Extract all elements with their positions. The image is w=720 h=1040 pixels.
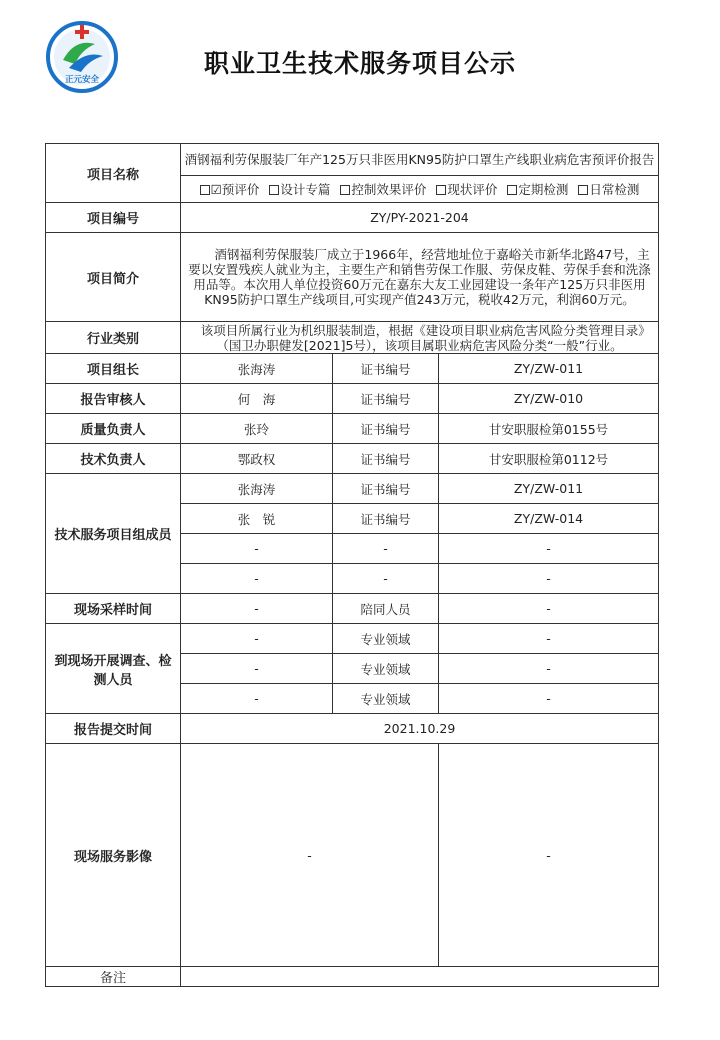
checkbox[interactable] bbox=[507, 185, 517, 195]
reviewer-name: 何 海 bbox=[181, 384, 333, 414]
members-label: 技术服务项目组成员 bbox=[46, 474, 181, 594]
member-cert-label: - bbox=[333, 534, 439, 564]
leader-name: 张海涛 bbox=[181, 354, 333, 384]
page-title: 职业卫生技术服务项目公示 bbox=[203, 49, 516, 78]
project-name-value: 酒钢福利劳保服装厂年产125万只非医用KN95防护口罩生产线职业病危害预评价报告 bbox=[181, 144, 659, 176]
cert-label: 证书编号 bbox=[333, 384, 439, 414]
image-slot-right: - bbox=[439, 744, 659, 967]
checkbox[interactable] bbox=[200, 185, 210, 195]
option-periodic[interactable]: 定期检测 bbox=[507, 182, 568, 197]
member-cert-label: 证书编号 bbox=[333, 474, 439, 504]
logo-text: 正元安全 bbox=[64, 75, 100, 85]
publicity-form bbox=[45, 143, 659, 987]
field-value: - bbox=[439, 684, 659, 714]
member-name: - bbox=[181, 564, 333, 594]
sampling-time: - bbox=[181, 594, 333, 624]
quality-label: 质量负责人 bbox=[46, 414, 181, 444]
report-type-options bbox=[181, 176, 659, 203]
tech-cert: 甘安职服检第0112号 bbox=[439, 444, 659, 474]
images-label: 现场服务影像 bbox=[46, 744, 181, 967]
project-no-value: ZY/PY-2021-204 bbox=[181, 203, 659, 233]
submit-date: 2021.10.29 bbox=[181, 714, 659, 744]
field-label: 专业领域 bbox=[333, 654, 439, 684]
member-cert: - bbox=[439, 534, 659, 564]
cert-label: 证书编号 bbox=[333, 354, 439, 384]
option-control-effect[interactable]: 控制效果评价 bbox=[340, 182, 426, 197]
field-value: - bbox=[439, 624, 659, 654]
remark-label: 备注 bbox=[46, 967, 181, 987]
member-cert: ZY/ZW-014 bbox=[439, 504, 659, 534]
member-cert: ZY/ZW-011 bbox=[439, 474, 659, 504]
survey-name: - bbox=[181, 654, 333, 684]
option-status[interactable]: 现状评价 bbox=[436, 182, 497, 197]
quality-name: 张玲 bbox=[181, 414, 333, 444]
intro-label: 项目简介 bbox=[46, 233, 181, 322]
cert-label: 证书编号 bbox=[333, 414, 439, 444]
member-cert-label: - bbox=[333, 564, 439, 594]
remark-value bbox=[181, 967, 659, 987]
tech-name: 鄂政权 bbox=[181, 444, 333, 474]
accompany-label: 陪同人员 bbox=[333, 594, 439, 624]
survey-name: - bbox=[181, 684, 333, 714]
reviewer-label: 报告审核人 bbox=[46, 384, 181, 414]
member-name: 张 锐 bbox=[181, 504, 333, 534]
image-slot-left: - bbox=[181, 744, 439, 967]
option-daily[interactable]: 日常检测 bbox=[578, 182, 639, 197]
project-no-label: 项目编号 bbox=[46, 203, 181, 233]
field-label: 专业领域 bbox=[333, 684, 439, 714]
checkbox[interactable] bbox=[436, 185, 446, 195]
leader-label: 项目组长 bbox=[46, 354, 181, 384]
member-name: - bbox=[181, 534, 333, 564]
submit-label: 报告提交时间 bbox=[46, 714, 181, 744]
member-cert: - bbox=[439, 564, 659, 594]
reviewer-cert: ZY/ZW-010 bbox=[439, 384, 659, 414]
cert-label: 证书编号 bbox=[333, 444, 439, 474]
project-name-label: 项目名称 bbox=[46, 144, 181, 203]
intro-value: 酒钢福利劳保服装厂成立于1966年，经营地址位于嘉峪关市新华北路47号，主要以安置残疾人就业为主，主要生产和销售劳保工作服、劳保皮鞋、劳保手套和洗涤用品等。本次用人单位投资60万元在嘉东大友工业园建设一条年产125万只非医用KN95防护口罩生产线项目,可实现产值243万元，税收42万元，利润60万元。 bbox=[181, 233, 659, 322]
checkbox[interactable] bbox=[269, 185, 279, 195]
option-design[interactable]: 设计专篇 bbox=[269, 182, 330, 197]
survey-name: - bbox=[181, 624, 333, 654]
field-value: - bbox=[439, 654, 659, 684]
member-cert-label: 证书编号 bbox=[333, 504, 439, 534]
checkbox[interactable] bbox=[578, 185, 588, 195]
checkbox[interactable] bbox=[340, 185, 350, 195]
member-name: 张海涛 bbox=[181, 474, 333, 504]
accompany-value: - bbox=[439, 594, 659, 624]
option-pre-evaluation[interactable]: ☑预评价 bbox=[200, 182, 260, 197]
sampling-label: 现场采样时间 bbox=[46, 594, 181, 624]
field-label: 专业领域 bbox=[333, 624, 439, 654]
quality-cert: 甘安职服检第0155号 bbox=[439, 414, 659, 444]
leader-cert: ZY/ZW-011 bbox=[439, 354, 659, 384]
industry-label: 行业类别 bbox=[46, 322, 181, 354]
industry-value: 该项目所属行业为机织服装制造，根据《建设项目职业病危害风险分类管理目录》（国卫办职健发[2021]5号），该项目属职业病危害风险分类“一般”行业。 bbox=[181, 322, 659, 354]
tech-label: 技术负责人 bbox=[46, 444, 181, 474]
survey-label: 到现场开展调查、检测人员 bbox=[46, 624, 181, 714]
